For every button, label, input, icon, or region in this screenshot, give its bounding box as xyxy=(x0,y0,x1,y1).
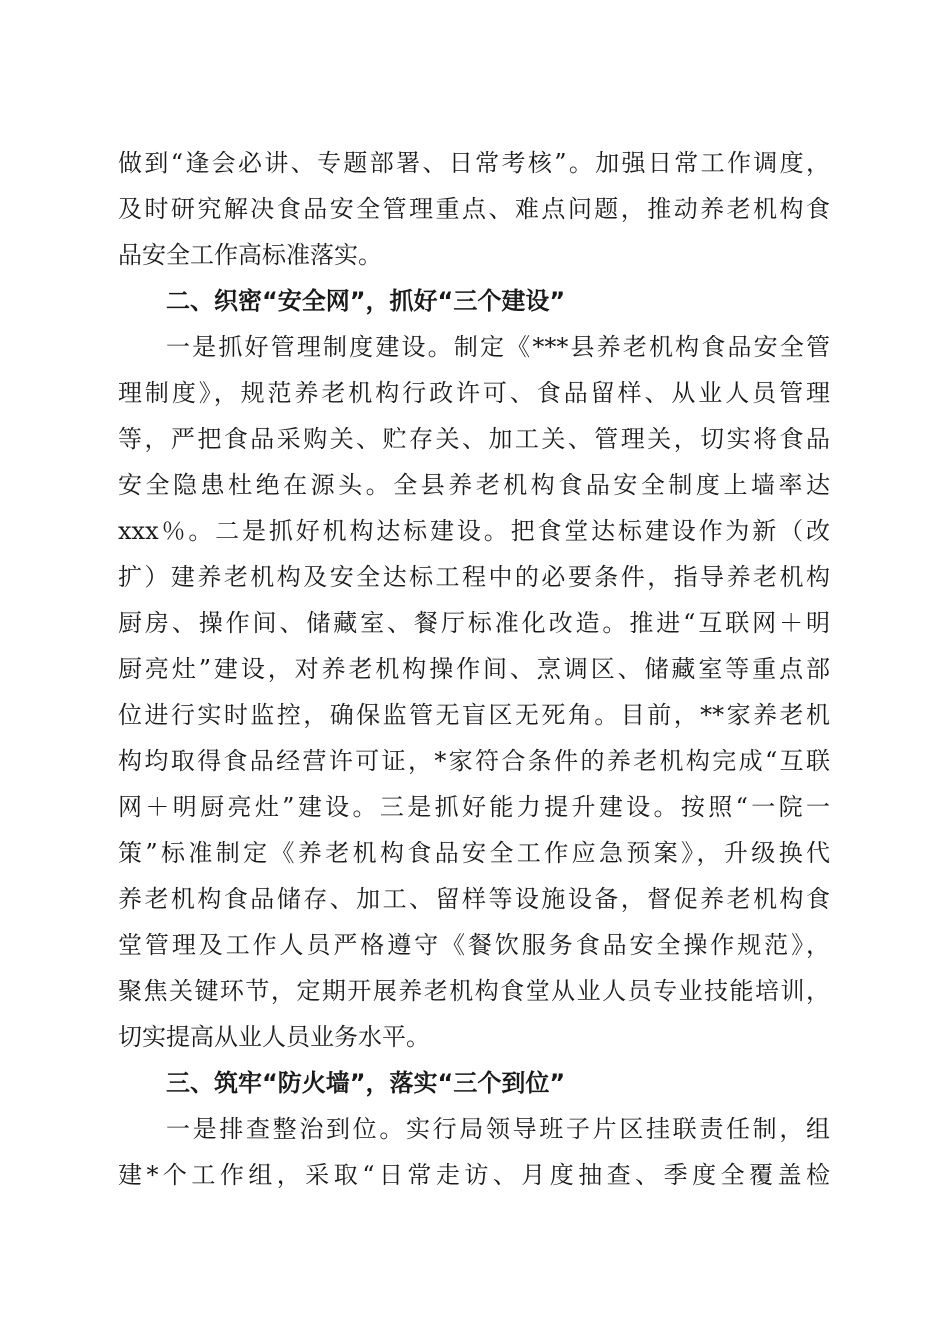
section-heading-3: 三、筑牢“防火墙”，落实“三个到位” xyxy=(166,1069,566,1097)
body-text-line: 等，严把食品采购关、贮存关、加工关、管理关，切实将食品 xyxy=(118,425,830,453)
body-text-line: 策”标准制定《养老机构食品安全工作应急预案》，升级换代 xyxy=(118,839,830,867)
body-text-line: 及时研究解决食品安全管理重点、难点问题，推动养老机构食 xyxy=(118,195,830,223)
body-text-line: 聚焦关键环节，定期开展养老机构食堂从业人员专业技能培训， xyxy=(118,977,830,1005)
body-text-line: 构均取得食品经营许可证，*家符合条件的养老机构完成“互联 xyxy=(118,747,830,775)
body-text-line: 安全隐患杜绝在源头。全县养老机构食品安全制度上墙率达 xyxy=(118,471,830,499)
body-text-line: 扩）建养老机构及安全达标工程中的必要条件，指导养老机构 xyxy=(118,563,830,591)
body-text-line: 建*个工作组，采取“日常走访、月度抽查、季度全覆盖检 xyxy=(118,1161,830,1189)
section-heading-2: 二、织密“安全网”，抓好“三个建设” xyxy=(166,287,566,315)
body-text-line: 网＋明厨亮灶”建设。三是抓好能力提升建设。按照“一院一 xyxy=(118,793,830,821)
body-text-line: 厨亮灶”建设，对养老机构操作间、烹调区、储藏室等重点部 xyxy=(118,655,830,683)
body-text-line: 理制度》，规范养老机构行政许可、食品留样、从业人员管理 xyxy=(118,379,830,407)
body-text-line: 养老机构食品储存、加工、留样等设施设备，督促养老机构食 xyxy=(118,885,830,913)
body-text-line: 品安全工作高标准落实。 xyxy=(118,241,382,269)
body-text-line: xxx％。二是抓好机构达标建设。把食堂达标建设作为新（改 xyxy=(118,517,830,545)
body-text-line: 一是排查整治到位。实行局领导班子片区挂联责任制，组 xyxy=(166,1115,830,1143)
body-text-line: 做到“逢会必讲、专题部署、日常考核”。加强日常工作调度， xyxy=(118,149,830,177)
body-text-line: 位进行实时监控，确保监管无盲区无死角。目前，**家养老机 xyxy=(118,701,830,729)
body-text-line: 一是抓好管理制度建设。制定《***县养老机构食品安全管 xyxy=(166,333,830,361)
body-text-line: 切实提高从业人员业务水平。 xyxy=(118,1023,430,1051)
body-text-line: 厨房、操作间、储藏室、餐厅标准化改造。推进“互联网＋明 xyxy=(118,609,830,637)
body-text-line: 堂管理及工作人员严格遵守《餐饮服务食品安全操作规范》， xyxy=(118,931,830,959)
